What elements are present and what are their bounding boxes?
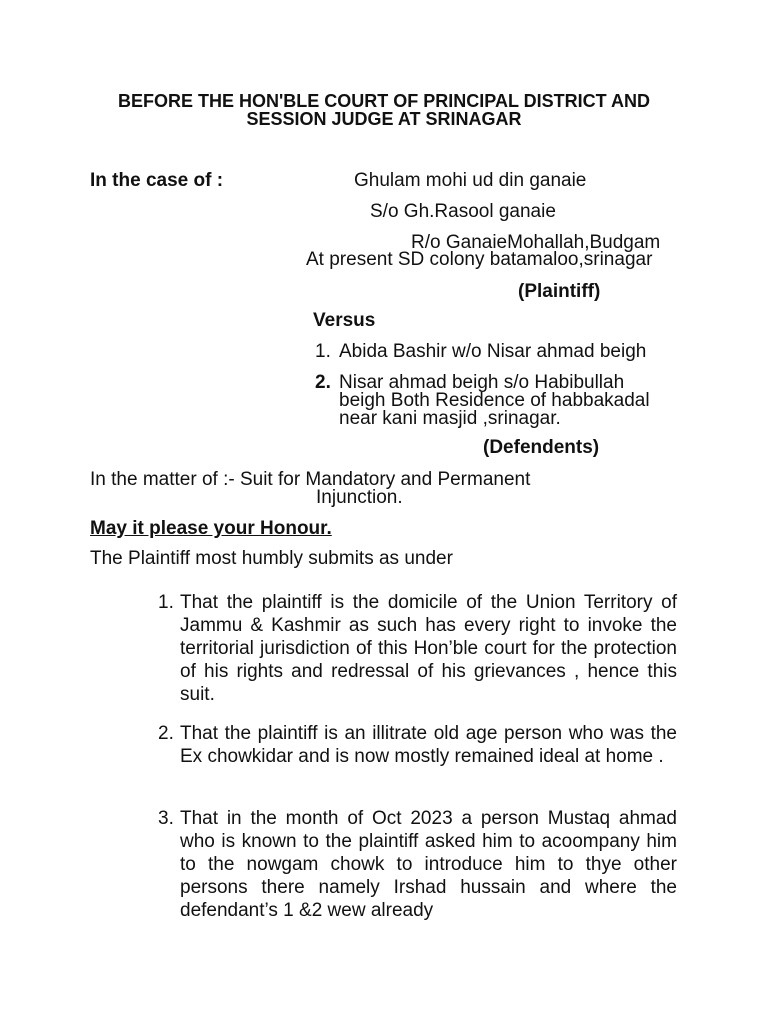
defendant1-name: Abida Bashir w/o Nisar ahmad beigh (339, 341, 647, 362)
paragraph-1 (158, 591, 677, 706)
plaintiff-father: S/o Gh.Rasool ganaie (370, 201, 556, 222)
plaintiff-residence: R/o GanaieMohallah,Budgam (411, 232, 661, 253)
defendant1-number: 1. (315, 341, 331, 362)
paragraph-number: 1. (158, 592, 174, 613)
defendant2-line1: Nisar ahmad beigh s/o Habibullah (339, 372, 625, 393)
defendant2-number: 2. (315, 372, 331, 393)
paragraph-text: That the plaintiff is an illitrate old age person who was the Ex chowkidar and is now mostly remained ideal at home . (180, 723, 677, 767)
paragraph-3 (158, 807, 677, 922)
paragraph-2 (158, 722, 677, 768)
case-label: In the case of : (90, 170, 224, 191)
intro-text: The Plaintiff most humbly submits as under (90, 548, 453, 569)
paragraph-text: That in the month of Oct 2023 a person Mustaq ahmad who is known to the plaintiff asked him to acoompany him to the nowgam chowk to introduce him to thye other persons there namely Irshad hussain and where the defendant’s 1 &2 wew already (180, 808, 677, 921)
defendant2-line2: beigh Both Residence of habbakadal (339, 390, 650, 411)
plaintiff-name: Ghulam mohi ud din ganaie (354, 170, 587, 191)
matter-line2: Injunction. (316, 487, 403, 508)
paragraph-number: 3. (158, 808, 174, 829)
paragraph-text: That the plaintiff is the domicile of the Union Territory of Jammu & Kashmir as such has every right to invoke the territorial jurisdiction of this Hon’ble court for the protection of his rights and redressal of his grievances , hence this suit. (180, 592, 677, 705)
versus-label: Versus (313, 310, 376, 331)
defendant2-line3: near kani masjid ,srinagar. (339, 408, 561, 429)
salutation: May it please your Honour. (90, 518, 332, 539)
court-title-line2: SESSION JUDGE AT SRINAGAR (246, 109, 522, 129)
plaintiff-role: (Plaintiff) (518, 281, 601, 302)
court-title-line1: BEFORE THE HON'BLE COURT OF PRINCIPAL DISTRICT AND (118, 91, 650, 111)
matter-line1: In the matter of :- Suit for Mandatory and Permanent (90, 469, 531, 490)
plaintiff-present-address: At present SD colony batamaloo,srinagar (306, 249, 653, 270)
paragraph-number: 2. (158, 723, 174, 744)
defendants-role: (Defendents) (483, 437, 600, 458)
